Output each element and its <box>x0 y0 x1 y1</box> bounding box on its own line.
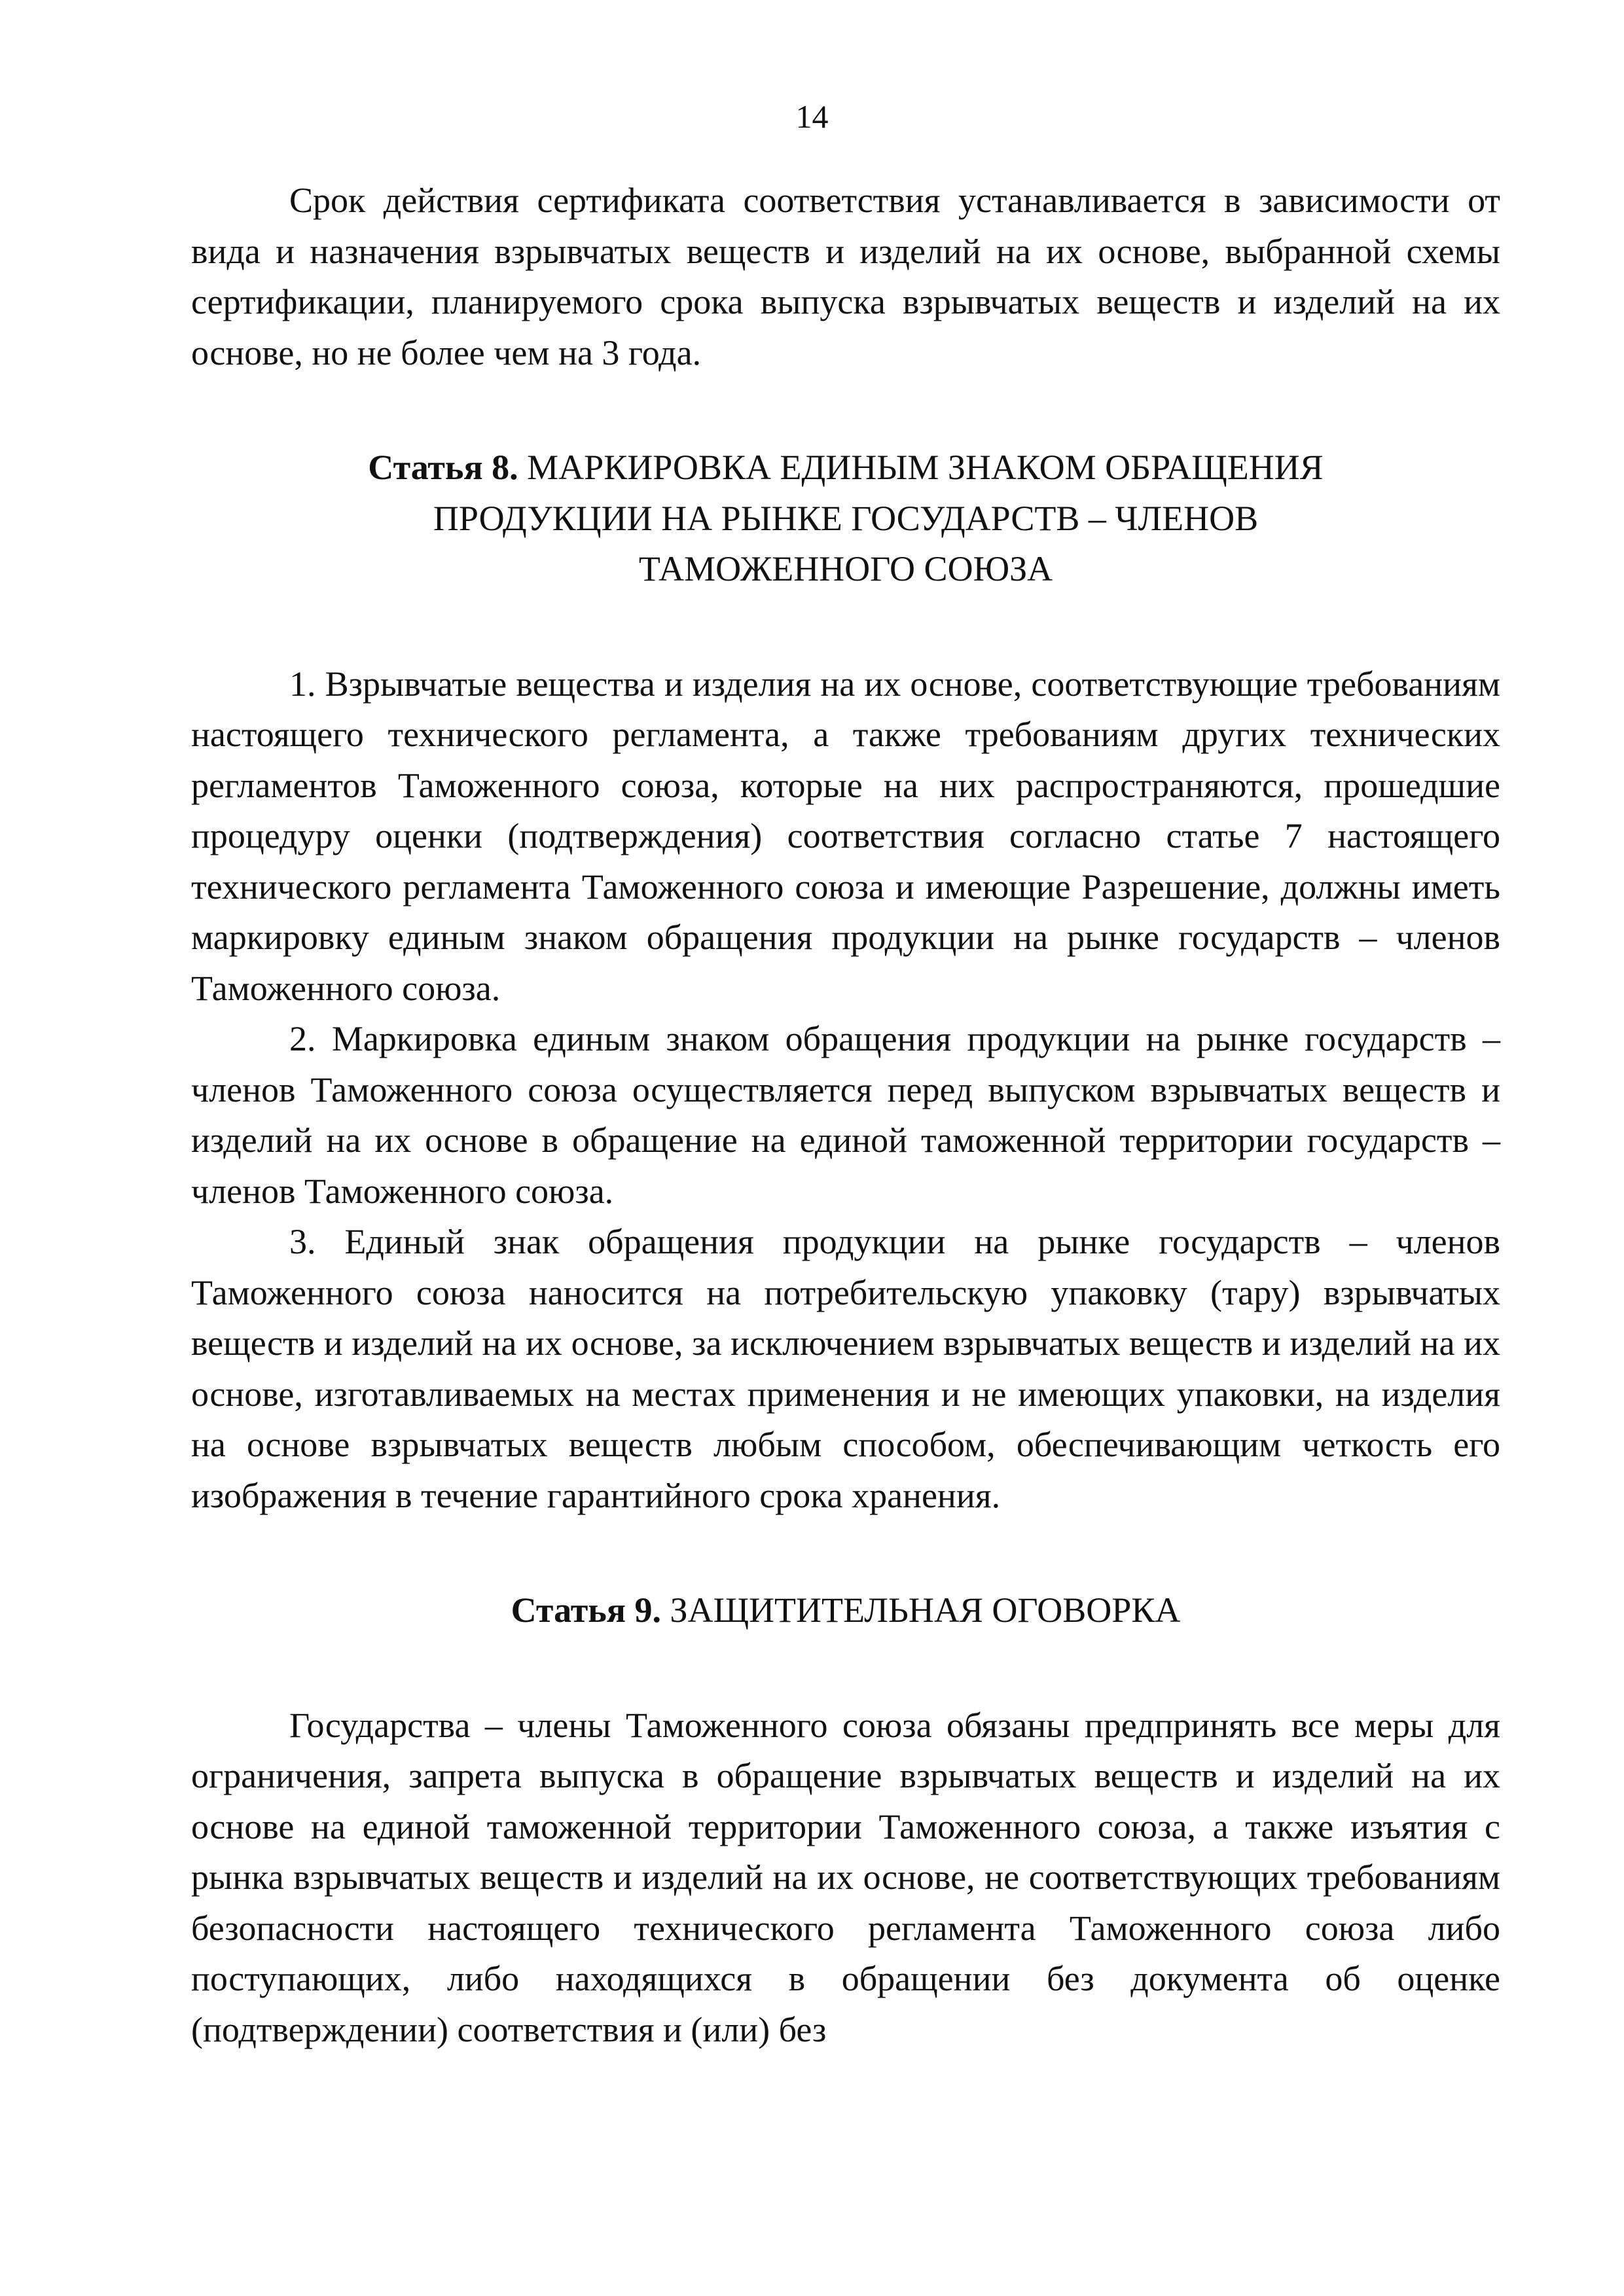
article-9-title: ЗАЩИТИТЕЛЬНАЯ ОГОВОРКА <box>670 1590 1181 1630</box>
page-number: 14 <box>795 98 829 135</box>
article-8-title-line-3: ТАМОЖЕННОГО СОЮЗА <box>638 549 1053 588</box>
article-8-title-line-2: ПРОДУКЦИИ НА РЫНКЕ ГОСУДАРСТВ – ЧЛЕНОВ <box>433 498 1259 538</box>
article-8-title-line-1: МАРКИРОВКА ЕДИНЫМ ЗНАКОМ ОБРАЩЕНИЯ <box>527 448 1324 487</box>
article-9-body <box>191 1700 1500 2056</box>
article-9-paragraph-1: Государства – члены Таможенного союза обязаны предпринять все меры для ограничения, запрета выпуска в обращение взрывчатых веществ и изделий на их основе на единой таможенной территории Таможенного союза, а также изъятия с рынка взрывчатых веществ и изделий на их основе, не соответствующих требованиям безопасности настоящего технического регламента Таможенного союза либо поступающих, либо находящихся в обращении без документа об оценке (подтверждении) соответствия и (или) без <box>191 1705 1500 2049</box>
intro-paragraph: Срок действия сертификата соответствия устанавливается в зависимости от вида и назначения взрывчатых веществ и изделий на их основе, выбранной схемы сертификации, планируемого срока выпуска взрывчатых веществ и изделий на их основе, но не более чем на 3 года. <box>191 181 1500 372</box>
article-8-label: Статья 8. <box>368 448 518 487</box>
article-8-paragraph-1: 1. Взрывчатые вещества и изделия на их основе, соответствующие требованиям настоящего технического регламента, а также требованиям других технических регламентов Таможенного союза, которые на них распространяются, прошедшие процедуру оценки (подтверждения) соответствия согласно статье 7 настоящего технического регламента Таможенного союза и имеющие Разрешение, должны иметь маркировку единым знаком обращения продукции на рынке государств – членов Таможенного союза. <box>191 664 1500 1008</box>
article-8-heading-line-1 <box>191 442 1500 493</box>
article-9-label: Статья 9. <box>511 1590 662 1630</box>
article-8-paragraph-3: 3. Единый знак обращения продукции на рынке государств – членов Таможенного союза наносится на потребительскую упаковку (тару) взрывчатых веществ и изделий на их основе, за исключением взрывчатых веществ и изделий на их основе, изготавливаемых на местах применения и не имеющих упаковки, на изделия на основе взрывчатых веществ любым способом, обеспечивающим четкость его изображения в течение гарантийного срока хранения. <box>191 1222 1500 1515</box>
article-8-paragraph-2: 2. Маркировка единым знаком обращения продукции на рынке государств – членов Таможенного союза осуществляется перед выпуском взрывчатых веществ и изделий на их основе в обращение на единой таможенной территории государств – членов Таможенного союза. <box>191 1019 1500 1211</box>
article-9-heading <box>191 1585 1500 1636</box>
page-content <box>191 175 1500 2055</box>
article-8-body <box>191 659 1500 1522</box>
article-8-heading <box>191 442 1500 595</box>
